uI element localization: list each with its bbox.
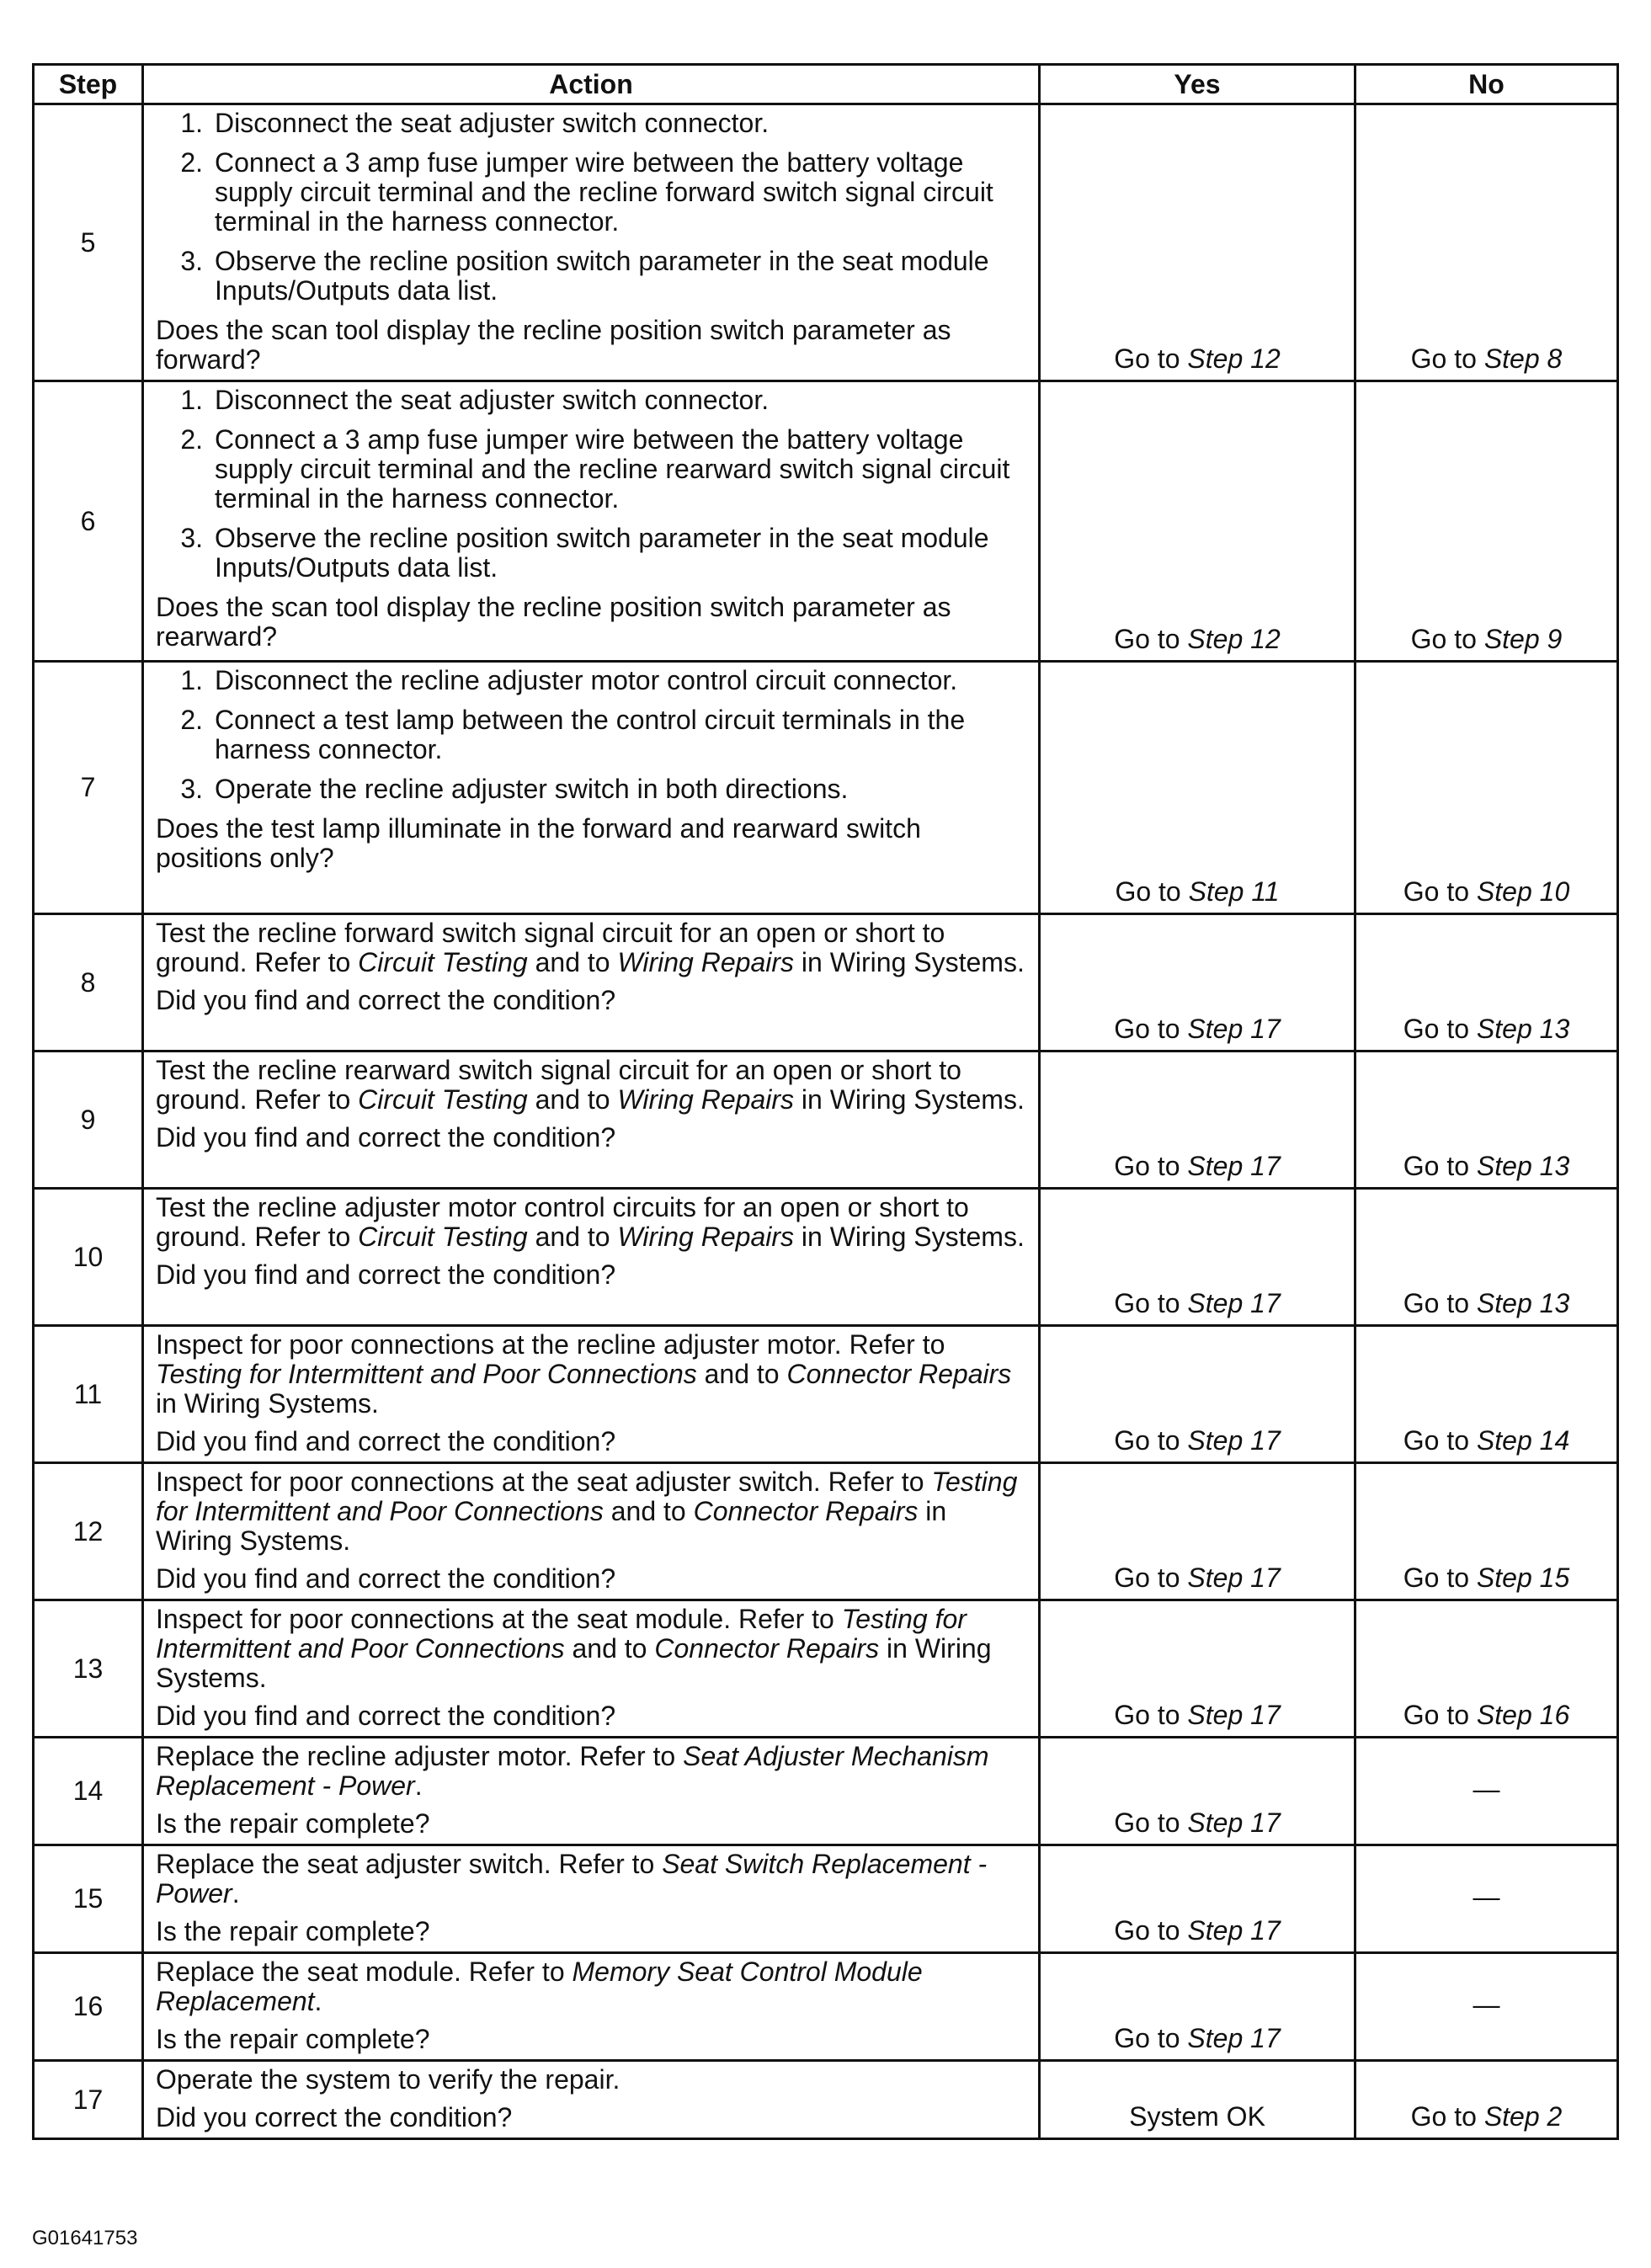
reference-link[interactable]: Connector Repairs xyxy=(693,1496,919,1526)
action-question: Did you correct the condition? xyxy=(156,2102,513,2132)
action-question: Does the test lamp illuminate in the forward and rearward switch positions only? xyxy=(156,813,921,873)
action-step-number: 2. xyxy=(180,424,203,455)
instruction-text: Inspect for poor connections at the seat module. Refer to xyxy=(156,1604,842,1634)
instruction-text: in Wiring Systems. xyxy=(156,1633,992,1693)
yes-goto-label: Go to xyxy=(1114,1807,1180,1838)
yes-goto-label: Go to xyxy=(1115,876,1181,907)
no-goto-label: Go to xyxy=(1410,2101,1477,2132)
yes-result xyxy=(1040,914,1355,1051)
yes-result xyxy=(1040,1051,1355,1189)
instruction-text: in Wiring Systems. xyxy=(794,1084,1025,1115)
action-question: Did you find and correct the condition? xyxy=(156,1122,616,1153)
table-row xyxy=(34,1600,1618,1738)
action-question: Did you find and correct the condition? xyxy=(156,1701,616,1731)
header-yes: Yes xyxy=(1040,65,1355,104)
yes-goto-step[interactable]: Step 17 xyxy=(1187,1563,1281,1593)
header-no: No xyxy=(1355,65,1618,104)
no-result xyxy=(1355,1051,1618,1189)
no-result xyxy=(1355,1600,1618,1738)
instruction-text: Operate the system to verify the repair. xyxy=(156,2064,620,2095)
action-instruction xyxy=(156,2065,1026,2095)
instruction-text: in Wiring Systems. xyxy=(156,1496,947,1556)
yes-result xyxy=(1040,1845,1355,1953)
yes-result xyxy=(1040,1953,1355,2061)
action-question: Is the repair complete? xyxy=(156,2024,430,2054)
action-step xyxy=(156,247,1026,306)
yes-result xyxy=(1040,1738,1355,1845)
table-row xyxy=(34,104,1618,381)
step-number: 16 xyxy=(34,1953,143,2061)
yes-goto-step[interactable]: Step 17 xyxy=(1187,1151,1281,1181)
action-question: Did you find and correct the condition? xyxy=(156,1563,616,1594)
instruction-text: and to xyxy=(603,1496,694,1526)
action-step xyxy=(156,705,1026,764)
no-result xyxy=(1355,1326,1618,1463)
yes-result xyxy=(1040,381,1355,662)
action-cell xyxy=(143,1600,1040,1738)
action-question: Did you find and correct the condition? xyxy=(156,985,616,1015)
no-goto-label: Go to xyxy=(1403,1563,1470,1593)
yes-goto-label: Go to xyxy=(1114,1014,1180,1044)
instruction-text: Test the recline adjuster motor control circuits for an open or short to ground. Refer to xyxy=(156,1192,969,1252)
action-step-text: Observe the recline position switch parameter in the seat module Inputs/Outputs data list. xyxy=(215,523,989,583)
instruction-text: Replace the seat module. Refer to xyxy=(156,1957,573,1987)
action-question: Did you find and correct the condition? xyxy=(156,1426,616,1456)
table-row xyxy=(34,1051,1618,1189)
no-result xyxy=(1355,2061,1618,2139)
yes-goto-step[interactable]: Step 12 xyxy=(1187,624,1281,654)
instruction-text: in Wiring Systems. xyxy=(156,1388,379,1419)
yes-goto-step[interactable]: Step 17 xyxy=(1187,2023,1281,2053)
yes-result xyxy=(1040,1600,1355,1738)
step-number: 5 xyxy=(34,104,143,381)
instruction-text: and to xyxy=(527,1084,618,1115)
instruction-text: Replace the recline adjuster motor. Refer to xyxy=(156,1741,684,1771)
step-number: 17 xyxy=(34,2061,143,2139)
yes-result xyxy=(1040,1463,1355,1600)
no-result xyxy=(1355,104,1618,381)
action-steps xyxy=(156,109,1026,306)
action-step xyxy=(156,386,1026,415)
action-cell xyxy=(143,1051,1040,1189)
table-row xyxy=(34,1845,1618,1953)
no-result xyxy=(1355,1738,1618,1845)
yes-result xyxy=(1040,1326,1355,1463)
no-goto-label: Go to xyxy=(1403,1014,1470,1044)
action-question: Does the scan tool display the recline position switch parameter as forward? xyxy=(156,315,951,375)
reference-link[interactable]: Memory Seat Control Module Replacement xyxy=(156,1957,923,2016)
no-goto-label: Go to xyxy=(1410,624,1477,654)
step-number: 7 xyxy=(34,662,143,914)
yes-goto-step[interactable]: Step 12 xyxy=(1187,343,1281,374)
header-action: Action xyxy=(143,65,1040,104)
action-cell xyxy=(143,914,1040,1051)
reference-link[interactable]: Testing for Intermittent and Poor Connections xyxy=(156,1359,697,1389)
table-row xyxy=(34,1953,1618,2061)
yes-goto-label: Go to xyxy=(1114,1288,1180,1318)
yes-goto-label: Go to xyxy=(1114,1700,1180,1730)
action-step-number: 1. xyxy=(180,665,203,695)
reference-link[interactable]: Connector Repairs xyxy=(786,1359,1012,1389)
reference-link[interactable]: Wiring Repairs xyxy=(617,947,794,977)
no-result xyxy=(1355,1463,1618,1600)
table-row xyxy=(34,914,1618,1051)
action-cell xyxy=(143,1953,1040,2061)
no-result xyxy=(1355,662,1618,914)
no-goto-step[interactable]: Step 13 xyxy=(1476,1014,1570,1044)
action-instruction xyxy=(156,1957,1026,2016)
no-goto-step[interactable]: Step 13 xyxy=(1476,1288,1570,1318)
yes-result xyxy=(1040,662,1355,914)
action-instruction xyxy=(156,1193,1026,1252)
action-cell xyxy=(143,1189,1040,1326)
action-question: Does the scan tool display the recline position switch parameter as rearward? xyxy=(156,592,951,652)
action-steps xyxy=(156,666,1026,804)
action-question: Did you find and correct the condition? xyxy=(156,1259,616,1290)
action-cell xyxy=(143,1845,1040,1953)
action-step-number: 2. xyxy=(180,147,203,178)
step-number: 10 xyxy=(34,1189,143,1326)
no-result xyxy=(1355,1189,1618,1326)
no-goto-label: Go to xyxy=(1403,1288,1470,1318)
instruction-text: . xyxy=(314,1986,322,2016)
action-cell xyxy=(143,1326,1040,1463)
action-instruction xyxy=(156,1742,1026,1801)
step-number: 12 xyxy=(34,1463,143,1600)
no-goto-step[interactable]: Step 9 xyxy=(1483,624,1563,654)
instruction-text: in Wiring Systems. xyxy=(794,1222,1025,1252)
action-step-text: Disconnect the seat adjuster switch connector. xyxy=(215,108,770,138)
instruction-text: Replace the seat adjuster switch. Refer to xyxy=(156,1849,663,1879)
no-result xyxy=(1355,1953,1618,2061)
no-goto-label: Go to xyxy=(1403,1700,1470,1730)
action-instruction xyxy=(156,1056,1026,1115)
reference-link[interactable]: Circuit Testing xyxy=(358,1084,528,1115)
action-cell xyxy=(143,662,1040,914)
step-number: 15 xyxy=(34,1845,143,1953)
action-step xyxy=(156,109,1026,138)
reference-link[interactable]: Circuit Testing xyxy=(358,947,528,977)
no-result xyxy=(1355,914,1618,1051)
no-goto-label: Go to xyxy=(1403,876,1470,907)
reference-link[interactable]: Testing for Intermittent and Poor Connections xyxy=(156,1604,967,1664)
yes-goto-label: Go to xyxy=(1114,624,1180,654)
action-cell xyxy=(143,381,1040,662)
action-step-number: 3. xyxy=(180,246,203,276)
action-cell xyxy=(143,1463,1040,1600)
no-goto-step[interactable]: Step 13 xyxy=(1476,1151,1570,1181)
yes-goto-step[interactable]: Step 17 xyxy=(1187,1014,1281,1044)
step-number: 11 xyxy=(34,1326,143,1463)
table-row xyxy=(34,662,1618,914)
step-number: 13 xyxy=(34,1600,143,1738)
reference-link[interactable]: Seat Switch Replacement - Power xyxy=(156,1849,988,1909)
action-step-text: Connect a 3 amp fuse jumper wire between the battery voltage supply circuit terminal and the recline forward switch signal circuit terminal in the harness connector. xyxy=(215,147,993,237)
table-row xyxy=(34,1463,1618,1600)
step-number: 6 xyxy=(34,381,143,662)
action-instruction xyxy=(156,1605,1026,1693)
header-step: Step xyxy=(34,65,143,104)
table-row xyxy=(34,1326,1618,1463)
no-goto-step[interactable]: Step 16 xyxy=(1476,1700,1570,1730)
no-goto-label: Go to xyxy=(1410,343,1477,374)
instruction-text: in Wiring Systems. xyxy=(794,947,1025,977)
reference-link[interactable]: Connector Repairs xyxy=(654,1633,880,1664)
action-step-number: 3. xyxy=(180,774,203,804)
yes-goto-step[interactable]: Step 17 xyxy=(1187,1288,1281,1318)
action-step xyxy=(156,524,1026,583)
action-steps xyxy=(156,386,1026,583)
action-step-number: 1. xyxy=(180,108,203,138)
action-step xyxy=(156,775,1026,804)
yes-goto-label: Go to xyxy=(1114,1425,1180,1456)
no-goto-label: Go to xyxy=(1403,1151,1470,1181)
instruction-text: and to xyxy=(527,1222,618,1252)
action-step xyxy=(156,666,1026,695)
action-instruction xyxy=(156,1467,1026,1556)
no-result-dash: — xyxy=(1473,1773,1500,1804)
instruction-text: Inspect for poor connections at the seat adjuster switch. Refer to xyxy=(156,1467,932,1497)
action-question: Is the repair complete? xyxy=(156,1808,430,1839)
table-row xyxy=(34,2061,1618,2139)
action-step-number: 3. xyxy=(180,523,203,553)
table-body xyxy=(34,104,1618,2139)
no-result xyxy=(1355,1845,1618,1953)
no-goto-label: Go to xyxy=(1403,1425,1470,1456)
table-row xyxy=(34,1189,1618,1326)
action-instruction xyxy=(156,1330,1026,1419)
diagnostic-table xyxy=(32,63,1619,2140)
no-result xyxy=(1355,381,1618,662)
action-instruction xyxy=(156,1850,1026,1909)
action-step-text: Disconnect the recline adjuster motor control circuit connector. xyxy=(215,665,958,695)
table-row xyxy=(34,381,1618,662)
yes-goto-step[interactable]: Step 17 xyxy=(1187,1425,1281,1456)
reference-link[interactable]: Seat Adjuster Mechanism Replacement - Power xyxy=(156,1741,989,1801)
reference-link[interactable]: Testing for Intermittent and Poor Connections xyxy=(156,1467,1018,1526)
no-result-dash: — xyxy=(1473,1988,1500,2020)
instruction-text: Test the recline forward switch signal circuit for an open or short to ground. Refer to xyxy=(156,918,945,977)
step-number: 9 xyxy=(34,1051,143,1189)
instruction-text: . xyxy=(232,1878,240,1909)
header-row xyxy=(34,65,1618,104)
action-step-text: Observe the recline position switch parameter in the seat module Inputs/Outputs data list. xyxy=(215,246,989,306)
no-goto-step[interactable]: Step 10 xyxy=(1476,876,1570,907)
instruction-text: and to xyxy=(564,1633,655,1664)
instruction-text: Inspect for poor connections at the recline adjuster motor. Refer to xyxy=(156,1329,945,1360)
action-step xyxy=(156,425,1026,514)
instruction-text: and to xyxy=(527,947,618,977)
action-step-text: Operate the recline adjuster switch in both directions. xyxy=(215,774,849,804)
reference-link[interactable]: Wiring Repairs xyxy=(617,1084,794,1115)
action-step-text: Disconnect the seat adjuster switch connector. xyxy=(215,385,770,415)
table-row xyxy=(34,1738,1618,1845)
reference-link[interactable]: Circuit Testing xyxy=(358,1222,528,1252)
instruction-text: Test the recline rearward switch signal circuit for an open or short to ground. Refer to xyxy=(156,1055,961,1115)
yes-goto-step[interactable]: Step 11 xyxy=(1188,876,1280,907)
figure-id: G01641753 xyxy=(32,2227,138,2249)
action-step xyxy=(156,148,1026,237)
yes-goto-label: Go to xyxy=(1114,1151,1180,1181)
step-number: 14 xyxy=(34,1738,143,1845)
action-instruction xyxy=(156,918,1026,977)
action-step-number: 2. xyxy=(180,705,203,735)
yes-result xyxy=(1040,1189,1355,1326)
action-step-text: Connect a 3 amp fuse jumper wire between the battery voltage supply circuit terminal and the recline rearward switch signal circuit terminal in the harness connector. xyxy=(215,424,1010,514)
yes-goto-label: Go to xyxy=(1114,1915,1180,1946)
action-cell xyxy=(143,1738,1040,1845)
no-goto-step[interactable]: Step 14 xyxy=(1476,1425,1570,1456)
instruction-text: and to xyxy=(696,1359,787,1389)
reference-link[interactable]: Wiring Repairs xyxy=(617,1222,794,1252)
no-goto-step[interactable]: Step 8 xyxy=(1483,343,1563,374)
instruction-text: . xyxy=(414,1770,423,1801)
action-question: Is the repair complete? xyxy=(156,1916,430,1946)
step-number: 8 xyxy=(34,914,143,1051)
yes-result xyxy=(1040,104,1355,381)
yes-goto-step[interactable]: Step 17 xyxy=(1187,1700,1281,1730)
yes-goto-step[interactable]: Step 17 xyxy=(1187,1915,1281,1946)
yes-goto-label: Go to xyxy=(1114,2023,1180,2053)
action-cell xyxy=(143,104,1040,381)
no-result-dash: — xyxy=(1473,1881,1500,1912)
yes-goto-step[interactable]: Step 17 xyxy=(1187,1807,1281,1838)
action-step-number: 1. xyxy=(180,385,203,415)
yes-result-text: System OK xyxy=(1129,2101,1265,2132)
yes-goto-label: Go to xyxy=(1114,1563,1180,1593)
yes-result xyxy=(1040,2061,1355,2139)
action-cell xyxy=(143,2061,1040,2139)
yes-goto-label: Go to xyxy=(1114,343,1180,374)
no-goto-step[interactable]: Step 2 xyxy=(1483,2101,1563,2132)
no-goto-step[interactable]: Step 15 xyxy=(1476,1563,1570,1593)
action-step-text: Connect a test lamp between the control circuit terminals in the harness connector. xyxy=(215,705,966,764)
